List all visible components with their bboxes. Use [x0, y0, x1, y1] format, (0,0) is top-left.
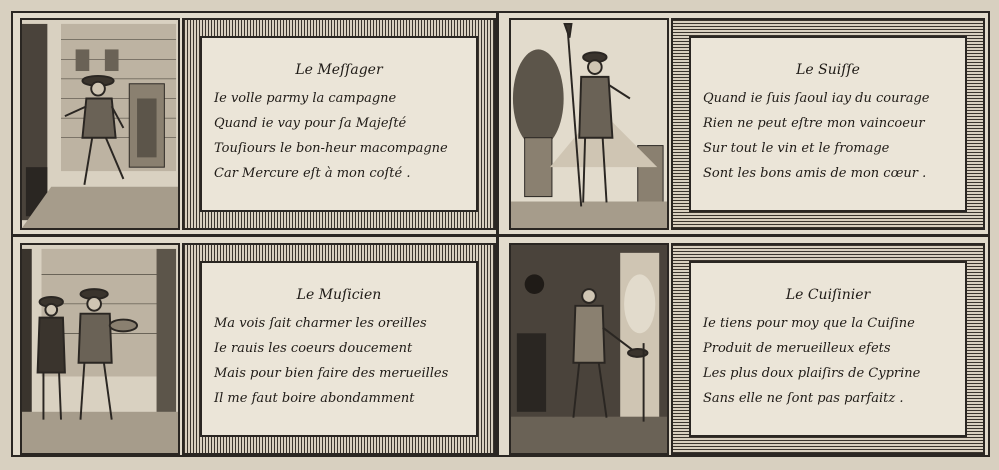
verse-line: Sans elle ne ſont pas parfaitz .: [703, 391, 904, 406]
musicien-text-plate: [200, 261, 478, 437]
verse-line: Ie rauis les coeurs doucement: [214, 341, 413, 356]
messager-text-plate: [200, 36, 478, 212]
messager-illustration: [20, 18, 180, 230]
panel-cuisinier: [509, 243, 985, 455]
panel-title: Le Muſicien: [296, 287, 382, 303]
verse-line: Touſiours le bon-heur macompagne: [214, 141, 448, 156]
horizontal-divider: [11, 234, 990, 237]
suisse-illustration: [509, 18, 669, 230]
suisse-frame: [671, 18, 985, 230]
panel-suisse: [509, 18, 985, 230]
verse-line: Mais pour bien faire des merueilles: [214, 366, 449, 381]
verse-line: Ie tiens pour moy que la Cuiſine: [703, 316, 915, 331]
cuisinier-text-plate: [689, 261, 967, 437]
messager-frame: [182, 18, 496, 230]
verse-line: Sont les bons amis de mon cœur .: [703, 166, 927, 181]
verse-line: Les plus doux plaiſirs de Cyprine: [703, 366, 921, 381]
verse-line: Ma vois ſait charmer les oreilles: [214, 316, 427, 331]
verse-line: Quand ie vay pour ſa Majeſté: [214, 116, 407, 131]
verse-line: Car Mercure eſt à mon coſté .: [214, 166, 411, 181]
suisse-text-plate: [689, 36, 967, 212]
verse-line: Il me faut boire abondamment: [214, 391, 415, 406]
panel-title: Le Cuiſinier: [785, 287, 871, 303]
verse-line: Ie volle parmy la campagne: [214, 91, 397, 106]
cuisinier-frame: [671, 243, 985, 455]
cuisinier-illustration: [509, 243, 669, 455]
panel-messager: [20, 18, 496, 230]
panel-title: Le Suiſſe: [796, 62, 860, 78]
musicien-illustration: [20, 243, 180, 455]
verse-line: Rien ne peut eſtre mon vaincoeur: [703, 116, 925, 131]
verse-line: Produit de merueilleux efets: [703, 341, 891, 356]
verse-line: Sur tout le vin et le fromage: [703, 141, 890, 156]
musicien-frame: [182, 243, 496, 455]
panel-musicien: [20, 243, 496, 455]
panel-title: Le Meſſager: [295, 62, 383, 78]
verse-line: Quand ie ſuis ſaoul iay du courage: [703, 91, 930, 106]
